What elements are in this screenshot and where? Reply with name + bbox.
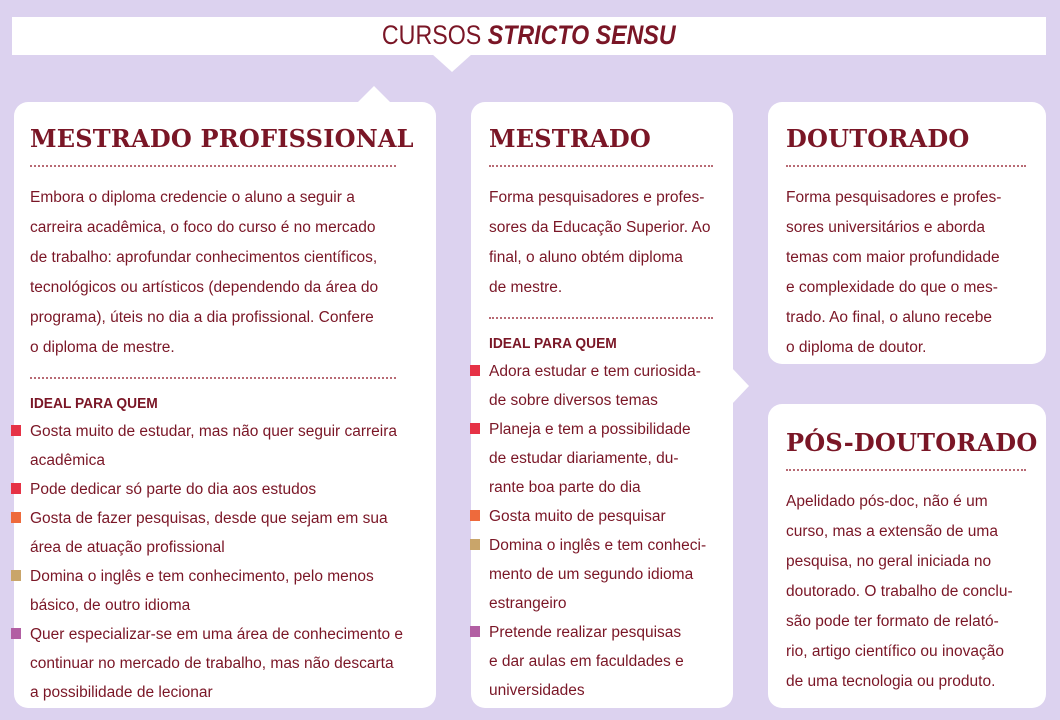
- bullet-text: Pode dedicar só parte do dia aos estudos: [30, 481, 317, 498]
- bullet-text: Gosta muito de pesquisar: [489, 508, 666, 525]
- bullet-item: [489, 618, 715, 705]
- banner-prefix: CURSOS: [382, 20, 488, 50]
- card-body-doutorado: Forma pesquisadores e profes- sores universitários e aborda temas com maior profundidade e complexidade do que o mes- trado. Ao final, o aluno recebe o diploma de doutor.: [786, 189, 1002, 356]
- bullet-square-icon: [11, 628, 21, 639]
- banner-emphasis: STRICTO SENSU: [487, 20, 676, 50]
- card-body-mestrado: Forma pesquisadores e profes- sores da Educação Superior. Ao final, o aluno obtém diploma de mestre.: [489, 189, 711, 296]
- card-title-mestrado: MESTRADO: [489, 124, 651, 153]
- divider: [786, 469, 1026, 471]
- bullet-text: Adora estudar e tem curiosida- de sobre diversos temas: [489, 363, 701, 409]
- card-notch-mestrado: [732, 368, 749, 404]
- bullet-item: [489, 415, 715, 502]
- bullet-text: Domina o inglês e tem conhecimento, pelo menos básico, de outro idioma: [30, 568, 374, 614]
- banner-pointer: [432, 54, 472, 72]
- bullet-square-icon: [470, 626, 480, 637]
- bullet-text: Planeja e tem a possibilidade de estudar diariamente, du- rante boa parte do dia: [489, 421, 691, 496]
- bullet-item: [489, 502, 715, 531]
- card-mestrado: [471, 102, 733, 708]
- bullet-square-icon: [470, 365, 480, 376]
- card-body-mestrado-profissional: Embora o diploma credencie o aluno a seguir a carreira acadêmica, o foco do curso é no mercado de trabalho: aprofundar conhecimentos científicos, tecnológicos ou artísticos (dependendo da área do programa), úteis no dia a dia profissional. Confere o diploma de mestre.: [30, 189, 379, 356]
- bullet-square-icon: [11, 483, 21, 494]
- bullet-square-icon: [470, 423, 480, 434]
- card-pos-doutorado: [768, 404, 1046, 708]
- divider: [489, 317, 713, 319]
- bullet-item: [30, 504, 420, 562]
- bullet-item: [30, 620, 420, 707]
- card-body-pos-doutorado: Apelidado pós-doc, não é um curso, mas a extensão de uma pesquisa, no geral iniciada no doutorado. O trabalho de conclu- são pode ter formato de relató- rio, artigo científico ou inovação de uma tecnologia ou produto.: [786, 493, 1013, 690]
- bullet-item: [30, 475, 420, 504]
- bullet-item: [489, 531, 715, 618]
- divider: [30, 165, 396, 167]
- card-title-pos-doutorado: PÓS-DOUTORADO: [786, 428, 1038, 457]
- card-doutorado: [768, 102, 1046, 364]
- page-banner: [12, 17, 1046, 55]
- ideal-heading: IDEAL PARA QUEM: [489, 335, 617, 352]
- bullet-square-icon: [11, 425, 21, 436]
- bullet-square-icon: [470, 510, 480, 521]
- bullet-text: Domina o inglês e tem conheci- mento de um segundo idioma estrangeiro: [489, 537, 707, 612]
- bullet-list: [489, 357, 715, 705]
- divider: [489, 165, 713, 167]
- bullet-text: Gosta muito de estudar, mas não quer seguir carreira acadêmica: [30, 423, 398, 469]
- bullet-list: [30, 417, 420, 707]
- divider: [30, 377, 396, 379]
- bullet-item: [30, 417, 420, 475]
- bullet-text: Quer especializar-se em uma área de conhecimento e continuar no mercado de trabalho, mas não descarta a possibilidade de lecionar: [30, 626, 404, 701]
- card-title-doutorado: DOUTORADO: [786, 124, 970, 153]
- divider: [786, 165, 1026, 167]
- bullet-square-icon: [470, 539, 480, 550]
- bullet-square-icon: [11, 512, 21, 523]
- bullet-square-icon: [11, 570, 21, 581]
- bullet-text: Gosta de fazer pesquisas, desde que sejam em sua área de atuação profissional: [30, 510, 388, 556]
- ideal-heading: IDEAL PARA QUEM: [30, 395, 158, 412]
- card-mestrado-profissional: [14, 102, 436, 708]
- bullet-item: [489, 357, 715, 415]
- card-title-mestrado-profissional: MESTRADO PROFISSIONAL: [30, 124, 414, 153]
- bullet-item: [30, 562, 420, 620]
- banner-title: [382, 20, 676, 51]
- bullet-text: Pretende realizar pesquisas e dar aulas em faculdades e universidades: [489, 624, 684, 699]
